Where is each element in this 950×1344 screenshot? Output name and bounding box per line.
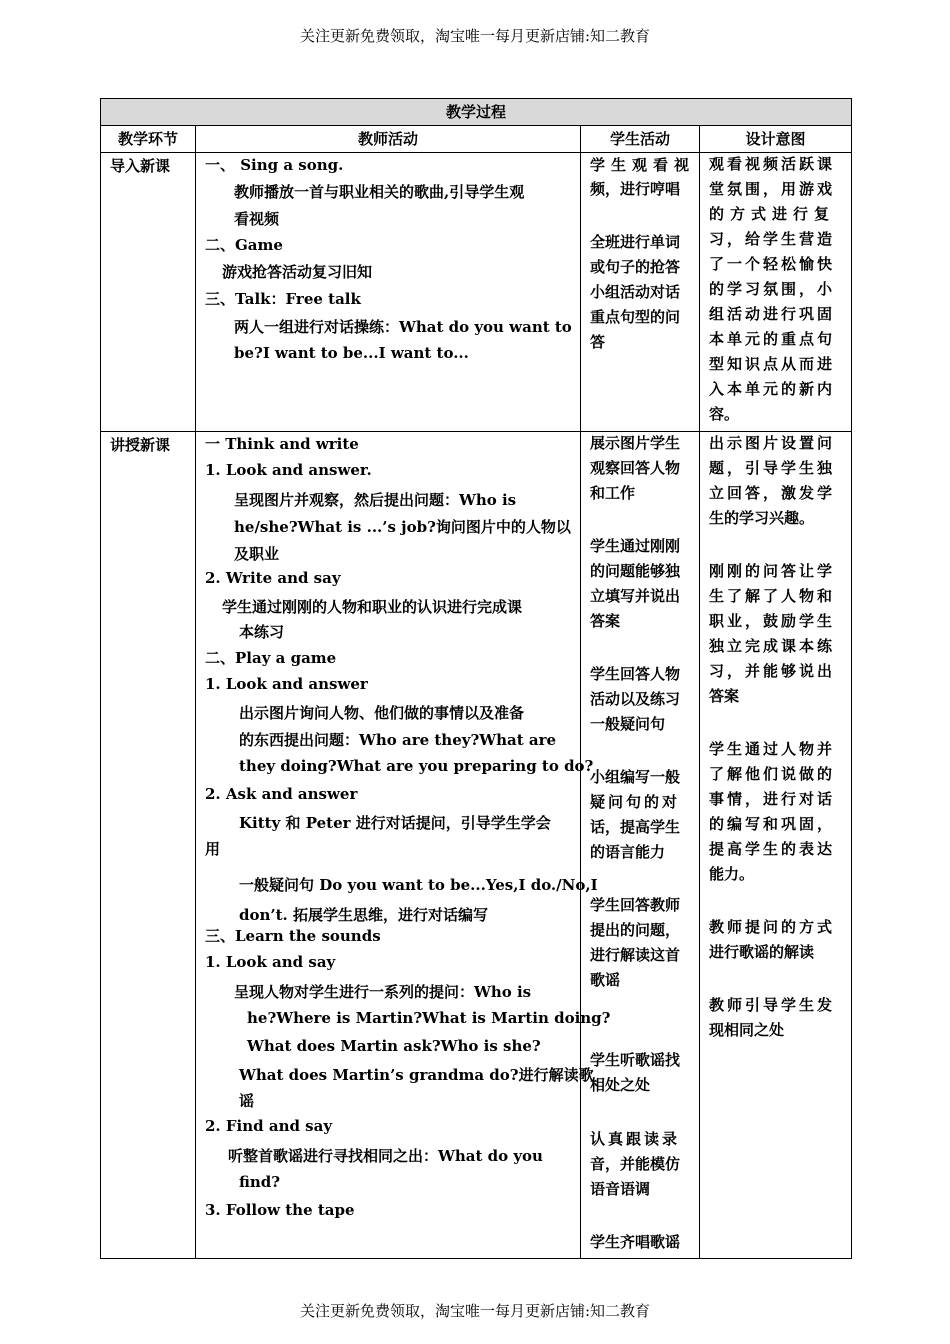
teacher-line: 一般疑问句 Do you want to be...Yes,I do./No,I xyxy=(239,876,598,894)
teacher-activity-cell xyxy=(196,153,581,432)
intent-line: 教师提问的方式 xyxy=(709,918,836,936)
student-line: 提出的问题， xyxy=(590,921,681,939)
stage-cell xyxy=(101,153,196,432)
header-student-activity: 学生活动 xyxy=(581,126,700,153)
student-line: 话，提高学生 xyxy=(590,818,681,836)
teacher-line: 两人一组进行对话操练：What do you want to xyxy=(234,318,572,336)
student-line: 学生回答教师 xyxy=(590,896,681,914)
student-line: 学生通过刚刚 xyxy=(590,537,681,555)
student-line: 频，进行哼唱 xyxy=(590,180,681,198)
teacher-line: he?Where is Martin?What is Martin doing? xyxy=(247,1009,611,1027)
intent-line: 题，引导学生独 xyxy=(709,459,836,477)
intent-line: 职业，鼓励学生 xyxy=(709,612,836,630)
teacher-line: 一 Think and write xyxy=(205,435,359,453)
intent-line: 刚刚的问答让学 xyxy=(709,562,836,580)
student-line: 音，并能模仿 xyxy=(590,1155,681,1173)
teacher-line: 听整首歌谣进行寻找相同之出：What do you xyxy=(228,1147,543,1165)
teacher-line: 看视频 xyxy=(234,210,280,228)
intent-line: 立回答，激发学 xyxy=(709,484,836,502)
student-line: 学生齐唱歌谣 xyxy=(590,1233,681,1251)
teacher-line: 一、 Sing a song. xyxy=(205,156,344,174)
intent-line: 习，并能够说出 xyxy=(709,662,836,680)
stage-label: 讲授新课 xyxy=(110,436,171,454)
teacher-line: What does Martin’s grandma do?进行解读歌 xyxy=(239,1066,594,1084)
header-design-intent: 设计意图 xyxy=(700,126,852,153)
teacher-line: be?I want to be...I want to... xyxy=(234,344,469,362)
student-line: 答 xyxy=(590,333,606,351)
student-line: 学生观看视 xyxy=(590,156,696,174)
teacher-line: 及职业 xyxy=(234,545,280,563)
student-line: 小组活动对话 xyxy=(590,283,681,301)
intent-line: 独立完成课本练 xyxy=(709,637,836,655)
teacher-line: he/she?What is ...’s job?询问图片中的人物以 xyxy=(234,518,571,536)
intent-line: 观看视频活跃课 xyxy=(709,155,836,173)
intent-line: 堂氛围，用游戏 xyxy=(709,180,836,198)
student-line: 答案 xyxy=(590,612,621,630)
teacher-line: 1. Look and answer. xyxy=(205,461,372,479)
teacher-line: 呈现图片并观察，然后提出问题：Who is xyxy=(234,491,517,509)
intent-line: 事情，进行对话 xyxy=(709,790,836,808)
intent-line: 能力。 xyxy=(709,865,755,883)
student-line: 全班进行单词 xyxy=(590,233,681,251)
intent-line: 习，给学生营造 xyxy=(709,230,836,248)
teacher-line: 1. Look and answer xyxy=(205,675,368,693)
teacher-line: 用 xyxy=(205,840,221,858)
intent-line: 生的学习兴趣。 xyxy=(709,509,815,527)
teacher-line: What does Martin ask?Who is she? xyxy=(247,1037,541,1055)
student-line: 进行解读这首 xyxy=(590,946,681,964)
student-line: 学生听歌谣找 xyxy=(590,1051,681,1069)
teacher-line: 本练习 xyxy=(239,623,285,641)
teacher-line: don’t. 拓展学生思维，进行对话编写 xyxy=(239,906,488,924)
intent-line: 教师引导学生发 xyxy=(709,996,836,1014)
table-row xyxy=(101,432,852,1259)
page-header: 关注更新免费领取，淘宝唯一每月更新店铺:知二教育 xyxy=(299,27,651,45)
design-intent-cell xyxy=(700,153,852,432)
intent-line: 了解他们说做的 xyxy=(709,765,836,783)
teacher-line: 呈现人物对学生进行一系列的提问：Who is xyxy=(234,983,532,1001)
student-line: 小组编写一般 xyxy=(590,768,681,786)
student-line: 歌谣 xyxy=(590,971,621,989)
student-line: 的语言能力 xyxy=(590,843,666,861)
teacher-line: 三、Learn the sounds xyxy=(205,927,381,945)
intent-line: 生了解了人物和 xyxy=(709,587,836,605)
student-line: 观察回答人物 xyxy=(590,459,681,477)
student-line: 疑问句的对 xyxy=(590,793,681,811)
intent-line: 容。 xyxy=(709,405,740,423)
intent-line: 本单元的重点句 xyxy=(709,330,836,348)
intent-line: 答案 xyxy=(709,687,740,705)
teacher-line: 游戏抢答活动复习旧知 xyxy=(222,263,373,281)
page-footer: 关注更新免费领取，淘宝唯一每月更新店铺:知二教育 xyxy=(299,1302,651,1320)
intent-line: 型知识点从而进 xyxy=(709,355,836,373)
teacher-line: Kitty 和 Peter 进行对话提问，引导学生学会 xyxy=(239,814,551,832)
teacher-line: they doing?What are you preparing to do? xyxy=(239,757,594,775)
teacher-line: 教师播放一首与职业相关的歌曲,引导学生观 xyxy=(234,183,525,201)
student-line: 学生回答人物 xyxy=(590,665,681,683)
student-line: 语音语调 xyxy=(590,1180,651,1198)
teacher-line: 3. Follow the tape xyxy=(205,1201,355,1219)
student-line: 立填写并说出 xyxy=(590,587,681,605)
table-title: 教学过程 xyxy=(101,99,852,126)
teacher-line: 二、Game xyxy=(205,236,283,254)
student-line: 和工作 xyxy=(590,484,636,502)
stage-label: 导入新课 xyxy=(110,157,171,175)
teacher-line: 谣 xyxy=(239,1092,255,1110)
intent-line: 出示图片设置问 xyxy=(709,434,836,452)
teacher-line: find? xyxy=(239,1173,281,1191)
intent-line: 提高学生的表达 xyxy=(709,840,836,858)
student-line: 或句子的抢答 xyxy=(590,258,681,276)
teacher-line: 2. Find and say xyxy=(205,1117,333,1135)
student-line: 相处之处 xyxy=(590,1076,651,1094)
student-line: 认真跟读录 xyxy=(590,1130,681,1148)
intent-line: 入本单元的新内 xyxy=(709,380,836,398)
table-row xyxy=(101,153,852,432)
lesson-process-table xyxy=(100,98,852,1259)
teacher-line: 1. Look and say xyxy=(205,953,336,971)
teacher-line: 2. Ask and answer xyxy=(205,785,358,803)
stage-cell xyxy=(101,432,196,1259)
student-activity-cell xyxy=(581,153,700,432)
teacher-line: 出示图片询问人物、他们做的事情以及准备 xyxy=(239,704,525,722)
intent-line: 的学习氛围，小 xyxy=(709,280,836,298)
intent-line: 学生通过人物并 xyxy=(709,740,836,758)
teacher-line: 2. Write and say xyxy=(205,569,341,587)
header-teacher-activity: 教师活动 xyxy=(196,126,581,153)
intent-line: 现相同之处 xyxy=(709,1021,785,1039)
teacher-line: 的东西提出问题：Who are they?What are xyxy=(239,731,557,749)
student-line: 活动以及练习 xyxy=(590,690,681,708)
student-line: 的问题能够独 xyxy=(590,562,681,580)
teacher-line: 三、Talk：Free talk xyxy=(205,290,361,308)
student-line: 重点句型的问 xyxy=(590,308,681,326)
teacher-line: 二、Play a game xyxy=(205,649,337,667)
student-line: 展示图片学生 xyxy=(590,434,681,452)
design-intent-cell xyxy=(700,432,852,1259)
student-line: 一般疑问句 xyxy=(590,715,666,733)
intent-line: 的方式进行复 xyxy=(709,205,836,223)
teacher-line: 学生通过刚刚的人物和职业的认识进行完成课 xyxy=(222,598,523,616)
student-activity-cell xyxy=(581,432,700,1259)
header-stage: 教学环节 xyxy=(101,126,196,153)
intent-line: 了一个轻松愉快 xyxy=(709,255,836,273)
intent-line: 进行歌谣的解读 xyxy=(709,943,815,961)
intent-line: 组活动进行巩固 xyxy=(709,305,836,323)
intent-line: 的编写和巩固， xyxy=(709,815,836,833)
